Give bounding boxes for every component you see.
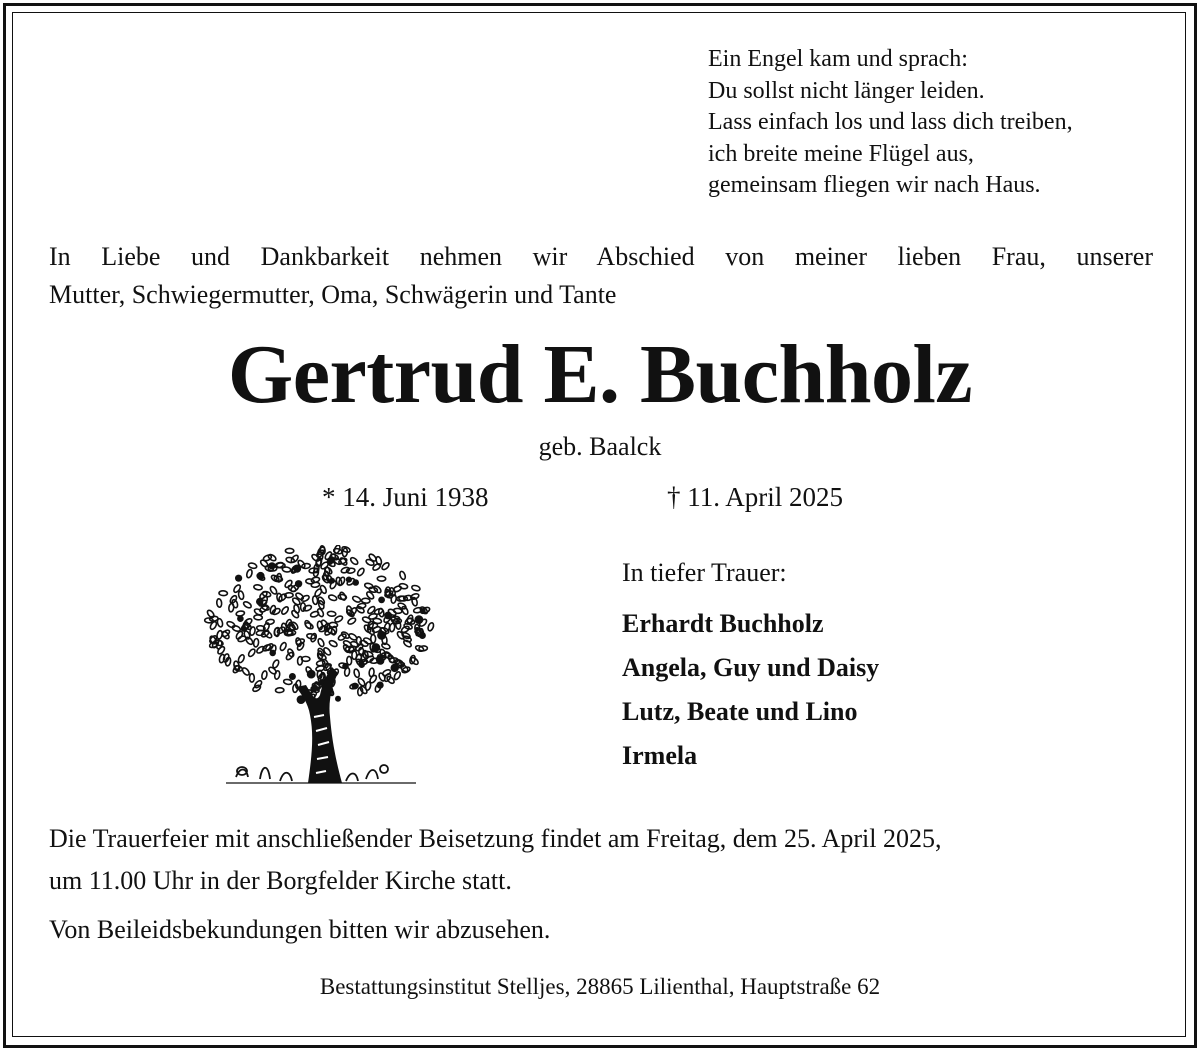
tree-fruit [376, 657, 384, 665]
tree-leaf [427, 622, 435, 632]
tree-fruit [235, 575, 242, 582]
tree-leaf [281, 606, 290, 616]
tree-fruit [377, 682, 384, 689]
tree-fruit [391, 664, 399, 672]
tree-leaf [352, 595, 362, 603]
tree-leaf [369, 668, 375, 677]
tree-fruit [384, 612, 392, 620]
tree-leaf [250, 674, 255, 682]
mourners [622, 558, 879, 778]
poem-line: ich breite meine Flügel aus, [708, 140, 974, 167]
intro-line-2: Mutter, Schwiegermutter, Oma, Schwägerin und Tante [49, 280, 617, 309]
tree-fruit [256, 598, 263, 605]
tree-leaf [406, 614, 413, 624]
tree-leaf [302, 563, 311, 569]
tree-leaf [217, 646, 226, 656]
poem-line: Du sollst nicht länger leiden. [708, 77, 985, 104]
tree-leaf [253, 638, 259, 647]
ceremony-line-1: Die Trauerfeier mit anschließender Beisetzung findet am Freitag, dem 25. April 2025, [49, 824, 942, 853]
tree-leaf [275, 688, 284, 693]
tree-fruit [237, 615, 244, 622]
tree-fruit [295, 580, 302, 587]
mourner-name: Irmela [622, 741, 698, 770]
maiden-name: geb. Baalck [538, 432, 662, 461]
tree-leaf [241, 667, 250, 676]
birth-date: * 14. Juni 1938 [322, 482, 489, 512]
tree-fruit [307, 670, 316, 679]
condolence-note: Von Beileidsbekundungen bitten wir abzusehen. [49, 915, 551, 944]
tree-leaf [279, 642, 287, 652]
tree-leaf [219, 591, 228, 596]
undertaker-address: Bestattungsinstitut Stelljes, 28865 Lilienthal, Hauptstraße 62 [319, 974, 881, 999]
mourner-name: Erhardt Buchholz [622, 609, 824, 638]
intro-text [49, 238, 1153, 314]
poem-line: gemeinsam fliegen wir nach Haus. [708, 172, 1041, 198]
tree-leaf [400, 625, 410, 634]
tree-leaf [303, 604, 313, 611]
tree-leaf [361, 598, 370, 603]
tree-leaf [411, 585, 420, 592]
tree-leaf [243, 601, 253, 610]
tree-fruit [419, 632, 426, 639]
tree-fruit [311, 685, 318, 692]
tree-fruit [372, 643, 381, 652]
tree-leaf [304, 622, 314, 630]
ceremony-line-2: um 11.00 Uhr in der Borgfelder Kirche statt. [49, 866, 512, 895]
tree-leaf [348, 633, 358, 642]
death-date: † 11. April 2025 [667, 482, 844, 512]
tree-leaf [254, 615, 263, 620]
tree-leaf [399, 571, 406, 581]
tree-leaf [362, 616, 372, 624]
poem-line: Lass einfach los und lass dich treiben, [708, 109, 1073, 135]
tree-leaf [233, 584, 242, 594]
tree-fruit [269, 650, 276, 657]
tree-leaf [285, 548, 293, 553]
mourners-heading: In tiefer Trauer: [622, 558, 787, 587]
tree-leaf [328, 594, 338, 601]
tree-leaf [228, 603, 234, 612]
tree-leaf [226, 621, 236, 629]
tree-leaf [328, 639, 338, 647]
tree-leaf [254, 680, 263, 689]
poem [708, 44, 1073, 202]
tree-leaf [378, 672, 386, 682]
tree-leaf [291, 609, 300, 618]
tree-leaf [346, 568, 355, 574]
tree-leaf [401, 606, 409, 616]
tree-leaf [314, 588, 323, 598]
tree-fruit [415, 615, 424, 624]
tree-fruit [328, 556, 334, 562]
tree-fruit [268, 562, 275, 569]
tree-fruit [346, 577, 352, 583]
tree-leaf [238, 591, 245, 600]
tree-fruit [241, 626, 247, 632]
tree-fruit [378, 597, 385, 604]
mourner-name: Angela, Guy und Daisy [622, 653, 880, 682]
ceremony-info [49, 818, 1159, 902]
tree-leaf [271, 607, 281, 615]
tree-leaf [265, 619, 274, 625]
tree-leaf [282, 567, 291, 573]
tree-leaf [389, 623, 395, 632]
tree-leaf [216, 599, 222, 608]
tree-fruit [293, 565, 301, 573]
tree-leaf [377, 576, 385, 581]
mourner-name: Lutz, Beate und Lino [622, 697, 858, 726]
tree-leaf [274, 670, 280, 679]
poem-line: Ein Engel kam und sprach: [708, 46, 968, 72]
tree-leaf [365, 558, 375, 566]
tree-fruit [329, 578, 335, 584]
tree-leaf [368, 553, 377, 562]
tree-fruit [257, 572, 265, 580]
tree-leaf [347, 617, 357, 625]
tree-leaf [327, 611, 336, 617]
tree-fruit [377, 631, 386, 640]
tree-leaf [393, 671, 401, 681]
tree-leaf [248, 562, 257, 569]
tree-fruit [420, 608, 426, 614]
tree-leaf [253, 584, 262, 590]
tree-leaf [306, 579, 315, 585]
tree-leaf [356, 567, 365, 577]
tree-icon [196, 545, 444, 785]
tree-leaf [243, 617, 253, 626]
tree-fruit [352, 579, 359, 586]
tree-fruit [358, 661, 365, 668]
tree-leaf [353, 669, 360, 678]
tree-fruit [342, 663, 349, 670]
tree-leaf [392, 585, 402, 593]
tree-leaf [249, 626, 256, 635]
tree-leaf [310, 611, 320, 618]
intro-line-1: In Liebe und Dankbarkeit nehmen wir Abschied von meiner lieben Frau, unserer [49, 242, 1153, 271]
tree-leaf [246, 569, 253, 578]
tree-leaf [247, 648, 256, 658]
tree-fruit [352, 683, 359, 690]
tree-fruit [335, 696, 341, 702]
tree-fruit [289, 673, 296, 680]
tree-leaf [349, 556, 358, 565]
tree-leaf [261, 670, 268, 679]
tree-leaf [317, 638, 325, 648]
deceased-name: Gertrud E. Buchholz [227, 328, 973, 421]
